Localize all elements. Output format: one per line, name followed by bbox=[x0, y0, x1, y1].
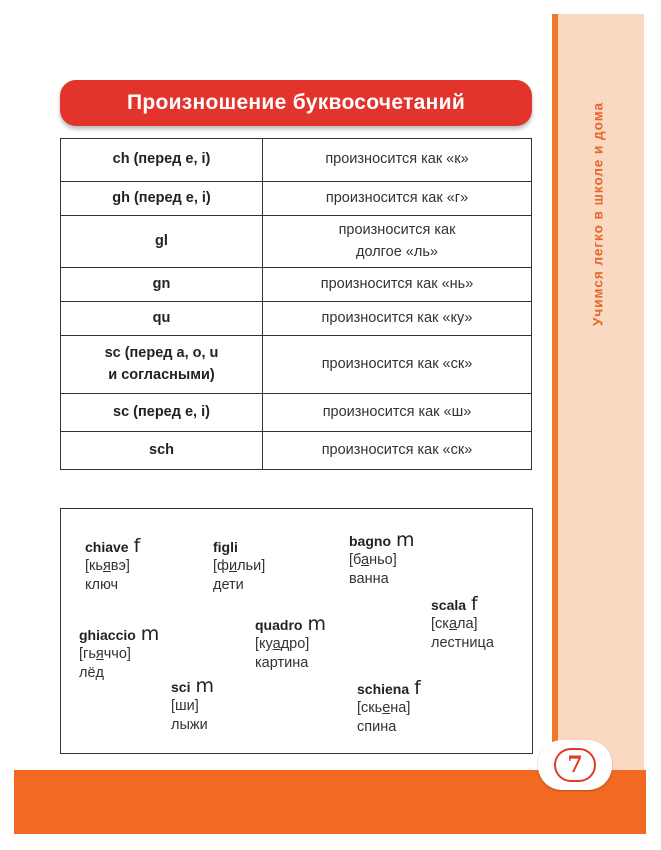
stressed-vowel: а bbox=[361, 552, 370, 568]
pronunciation-line: произносится как bbox=[338, 222, 456, 239]
translation: лестница bbox=[431, 635, 494, 651]
italian-word: bagno bbox=[349, 533, 391, 549]
gender-marker: f bbox=[133, 535, 141, 557]
stressed-vowel: я bbox=[95, 646, 104, 662]
italian-word: ghiaccio bbox=[79, 627, 136, 643]
italian-word: sci bbox=[171, 679, 191, 695]
translation: картина bbox=[255, 655, 309, 671]
italian-word: scala bbox=[431, 597, 467, 613]
pronunciation: произносится как «ск» bbox=[263, 432, 532, 470]
letter-combination: sc (перед e, i) bbox=[61, 394, 263, 432]
stressed-vowel: е bbox=[382, 700, 391, 716]
letter-combination: qu bbox=[61, 302, 263, 336]
transcription: [ши] bbox=[171, 698, 199, 714]
translation: дети bbox=[213, 577, 244, 593]
vocab-word-scala bbox=[431, 595, 494, 653]
transcription: [гьяччо] bbox=[79, 646, 131, 662]
vocab-word-sci bbox=[171, 677, 214, 735]
stressed-vowel: а bbox=[272, 636, 281, 652]
gender-marker: m bbox=[307, 613, 326, 635]
letter-combination: gl bbox=[61, 216, 263, 268]
translation: спина bbox=[357, 719, 397, 735]
italian-word: schiena bbox=[357, 681, 410, 697]
letter-combination: ch (перед e, i) bbox=[61, 139, 263, 182]
letter-combination: gh (перед e, i) bbox=[61, 182, 263, 216]
pronunciation: произносится как «ск» bbox=[263, 336, 532, 394]
letter-combination: sch bbox=[61, 432, 263, 470]
pronunciation: произносится как «к» bbox=[263, 139, 532, 182]
table-row bbox=[61, 394, 532, 432]
gender-marker: f bbox=[471, 593, 478, 615]
italian-word: chiave bbox=[85, 539, 129, 555]
transcription: [куадро] bbox=[255, 636, 310, 652]
table-row bbox=[61, 182, 532, 216]
pronunciation: произносится как «ш» bbox=[263, 394, 532, 432]
sidebar-caption: Учимся легко в школе и дома bbox=[590, 101, 606, 327]
stressed-vowel: я bbox=[102, 558, 111, 574]
vocab-word-figli bbox=[213, 537, 265, 595]
pronunciation-table bbox=[60, 138, 532, 470]
letter-combination bbox=[61, 336, 263, 394]
translation: ванна bbox=[349, 571, 389, 587]
vocab-word-ghiaccio bbox=[79, 625, 159, 683]
pronunciation-line: долгое «ль» bbox=[356, 243, 438, 260]
page-number-badge bbox=[538, 740, 612, 790]
combination-line: sc (перед a, o, u bbox=[104, 345, 219, 362]
gender-marker: m bbox=[396, 529, 415, 551]
table-row bbox=[61, 336, 532, 394]
letter-combination: gn bbox=[61, 268, 263, 302]
table-row bbox=[61, 139, 532, 182]
transcription: [баньо] bbox=[349, 552, 397, 568]
table-row bbox=[61, 432, 532, 470]
gender-marker: m bbox=[140, 623, 160, 645]
transcription: [скала] bbox=[431, 616, 478, 632]
gender-marker: m bbox=[195, 675, 214, 697]
page-number: 7 bbox=[554, 748, 596, 782]
translation: лыжи bbox=[171, 717, 208, 733]
pronunciation bbox=[263, 216, 532, 268]
vocab-word-quadro bbox=[255, 615, 326, 673]
transcription: [фильи] bbox=[213, 558, 266, 574]
combination-line: и согласными) bbox=[108, 366, 215, 383]
stressed-vowel: а bbox=[448, 616, 458, 632]
translation: лёд bbox=[79, 665, 104, 681]
sidebar-strip bbox=[552, 14, 644, 770]
pronunciation: произносится как «ку» bbox=[263, 302, 532, 336]
pronunciation: произносится как «г» bbox=[263, 182, 532, 216]
table-row bbox=[61, 216, 532, 268]
vocabulary-box bbox=[60, 508, 533, 754]
table-row bbox=[61, 268, 532, 302]
table-row bbox=[61, 302, 532, 336]
stressed-vowel: и bbox=[228, 558, 238, 574]
page-title: Произношение буквосочетаний bbox=[60, 80, 532, 126]
transcription: [скьена] bbox=[357, 700, 411, 716]
italian-word: figli bbox=[213, 539, 238, 555]
transcription: [кьявэ] bbox=[85, 558, 130, 574]
vocab-word-chiave bbox=[85, 537, 140, 595]
vocab-word-bagno bbox=[349, 531, 415, 589]
pronunciation: произносится как «нь» bbox=[263, 268, 532, 302]
vocab-word-schiena bbox=[357, 679, 421, 737]
gender-marker: f bbox=[414, 677, 421, 699]
translation: ключ bbox=[85, 577, 119, 593]
italian-word: quadro bbox=[255, 617, 303, 633]
